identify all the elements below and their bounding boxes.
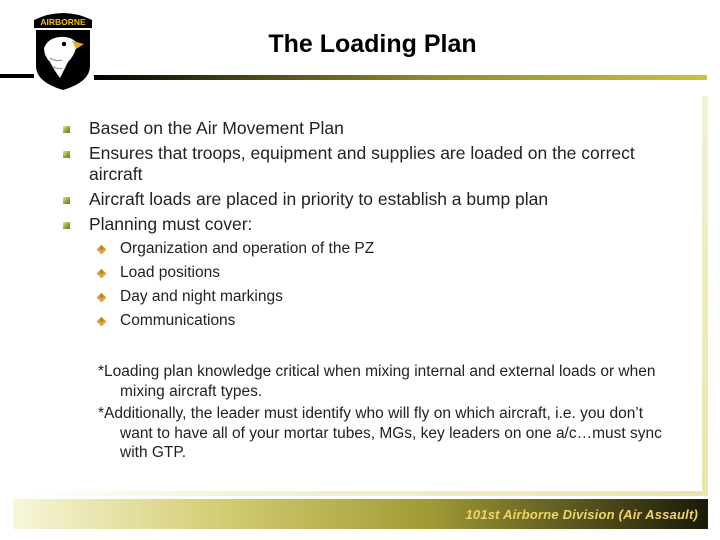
diamond-bullet-icon (97, 269, 107, 279)
bullet-text: Aircraft loads are placed in priority to establish a bump plan (89, 189, 549, 209)
logo-tab-text: AIRBORNE (40, 17, 86, 27)
bullet-text: Based on the Air Movement Plan (89, 118, 344, 138)
sub-bullet-text: Organization and operation of the PZ (120, 240, 375, 257)
sub-bullet-text: Day and night markings (120, 288, 283, 305)
bullet-item (0, 189, 659, 210)
diamond-bullet-icon (97, 317, 107, 327)
notes-block (98, 362, 668, 466)
bullet-text: Planning must cover: (89, 214, 253, 234)
diamond-bullet-icon (97, 293, 107, 303)
bullet-item (0, 143, 659, 185)
bullet-text: Ensures that troops, equipment and supplies are loaded on the correct aircraft (89, 143, 635, 184)
title-rule-left (0, 74, 34, 78)
sub-bullet-item (0, 287, 700, 307)
sub-bullet-text: Communications (120, 312, 236, 329)
title-rule (94, 75, 707, 80)
bullet-item (0, 118, 659, 139)
square-bullet-icon (63, 222, 70, 229)
diamond-bullet-icon (97, 245, 107, 255)
bullet-list (0, 118, 700, 335)
sub-bullet-item (0, 239, 700, 259)
square-bullet-icon (63, 151, 70, 158)
sub-bullet-item (0, 263, 700, 283)
content-frame-right (702, 96, 708, 494)
sub-bullet-item (0, 311, 700, 331)
square-bullet-icon (63, 197, 70, 204)
footer-text: 101st Airborne Division (Air Assault) (465, 507, 698, 522)
bullet-item (0, 214, 659, 235)
note-text: *Additionally, the leader must identify who will fly on which aircraft, i.e. you don’t want to have all of your mortar tubes, MGs, key leaders on one a/c…must sync with GTP. (98, 405, 662, 461)
footer-bar (13, 499, 708, 529)
sub-bullet-text: Load positions (120, 264, 220, 281)
slide-title: The Loading Plan (268, 30, 477, 58)
content-frame-bottom (30, 491, 708, 496)
note-text: *Loading plan knowledge critical when mixing internal and external loads or when mixing aircraft types. (98, 363, 656, 400)
square-bullet-icon (63, 126, 70, 133)
